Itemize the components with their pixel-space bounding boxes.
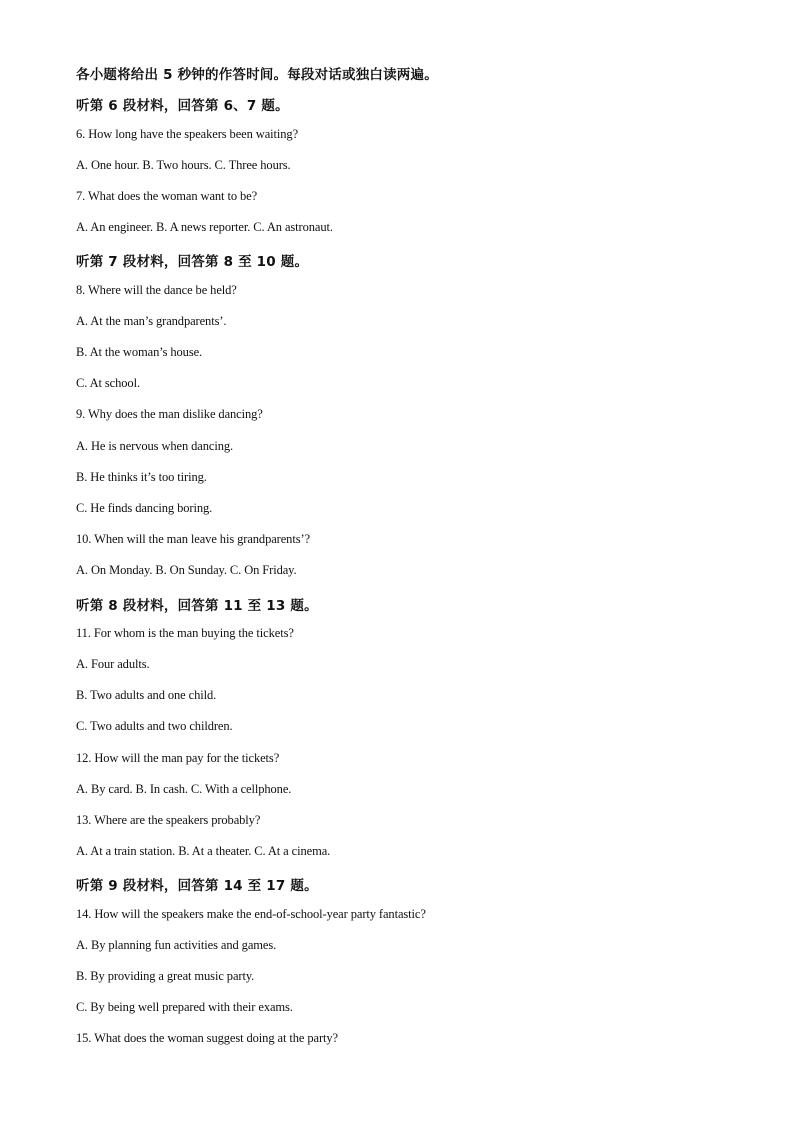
question-9: 9. Why does the man dislike dancing? bbox=[76, 407, 263, 421]
question-12: 12. How will the man pay for the tickets? bbox=[76, 751, 280, 765]
question-8: 8. Where will the dance be held? bbox=[76, 283, 237, 297]
section-heading-9: 听第 9 段材料，回答第 14 至 17 题。 bbox=[76, 878, 318, 894]
instruction-line: 各小题将给出 5 秒钟的作答时间。每段对话或独白读两遍。 bbox=[76, 67, 438, 83]
option-11b: B. Two adults and one child. bbox=[76, 688, 217, 702]
options-13: A. At a train station. B. At a theater. C. At a cinema. bbox=[76, 844, 331, 858]
options-10: A. On Monday. B. On Sunday. C. On Friday. bbox=[76, 563, 297, 577]
option-14a: A. By planning fun activities and games. bbox=[76, 938, 277, 952]
option-9b: B. He thinks it’s too tiring. bbox=[76, 470, 207, 484]
question-15: 15. What does the woman suggest doing at the party? bbox=[76, 1031, 338, 1045]
question-11: 11. For whom is the man buying the tickets? bbox=[76, 626, 294, 640]
section-heading-6: 听第 6 段材料，回答第 6、7 题。 bbox=[76, 98, 289, 114]
options-12: A. By card. B. In cash. C. With a cellphone. bbox=[76, 782, 292, 796]
option-14b: B. By providing a great music party. bbox=[76, 969, 255, 983]
option-11c: C. Two adults and two children. bbox=[76, 719, 233, 733]
question-6: 6. How long have the speakers been waiting? bbox=[76, 127, 299, 141]
option-9c: C. He finds dancing boring. bbox=[76, 501, 213, 515]
options-6: A. One hour. B. Two hours. C. Three hours. bbox=[76, 158, 291, 172]
option-14c: C. By being well prepared with their exams. bbox=[76, 1000, 293, 1014]
option-9a: A. He is nervous when dancing. bbox=[76, 439, 234, 453]
options-7: A. An engineer. B. A news reporter. C. An astronaut. bbox=[76, 220, 333, 234]
option-11a: A. Four adults. bbox=[76, 657, 150, 671]
question-10: 10. When will the man leave his grandparents’? bbox=[76, 532, 310, 546]
option-8a: A. At the man’s grandparents’. bbox=[76, 314, 227, 328]
section-heading-7: 听第 7 段材料，回答第 8 至 10 题。 bbox=[76, 254, 309, 270]
section-heading-8: 听第 8 段材料，回答第 11 至 13 题。 bbox=[76, 598, 318, 614]
question-13: 13. Where are the speakers probably? bbox=[76, 813, 261, 827]
question-7: 7. What does the woman want to be? bbox=[76, 189, 258, 203]
option-8c: C. At school. bbox=[76, 376, 140, 390]
question-14: 14. How will the speakers make the end-of-school-year party fantastic? bbox=[76, 907, 426, 921]
option-8b: B. At the woman’s house. bbox=[76, 345, 203, 359]
